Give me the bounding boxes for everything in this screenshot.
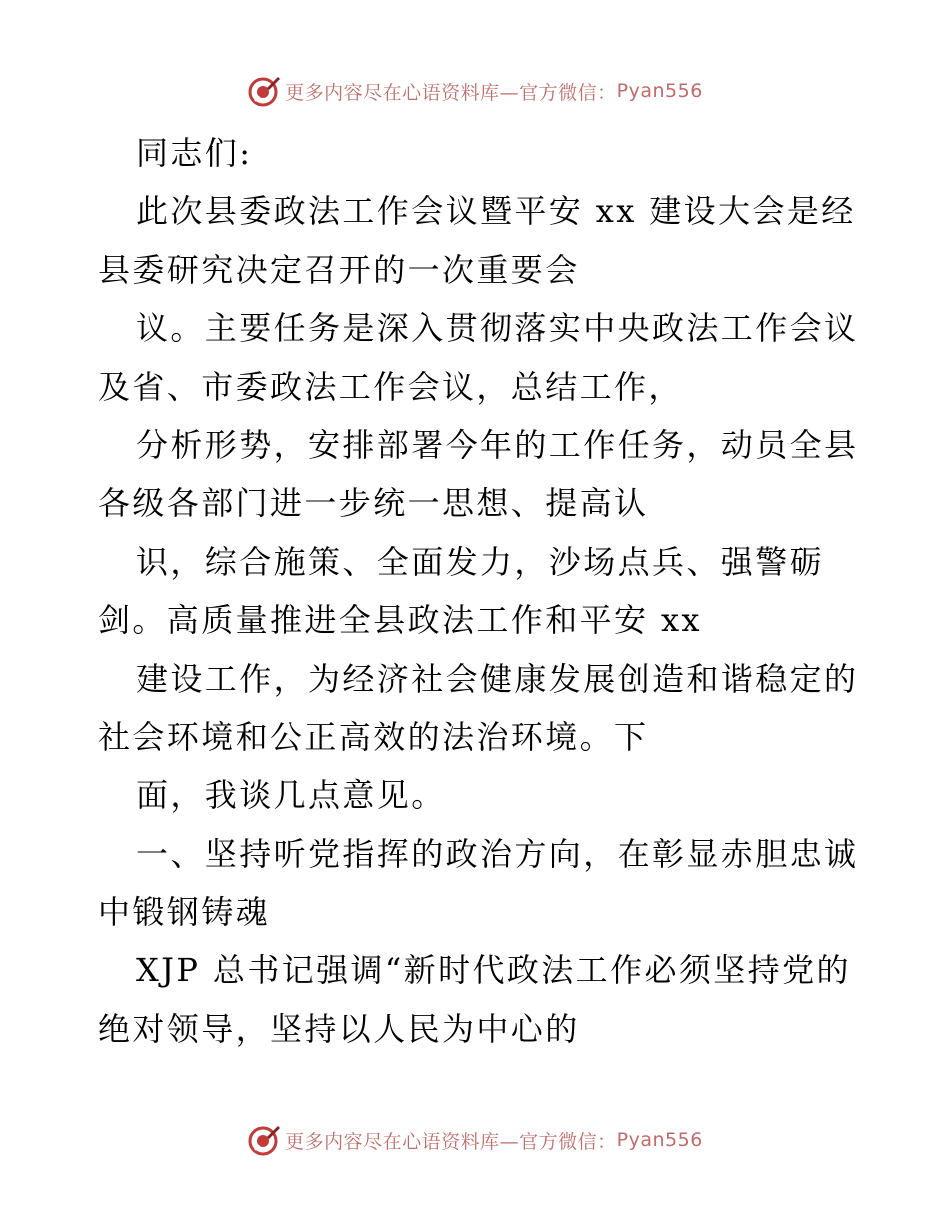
paragraph-line: 建设工作，为经济社会健康发展创造和谐稳定的 [136,659,859,698]
watermark-wechat-id: Pyan556 [616,1129,703,1151]
pen-logo-icon [247,1123,281,1157]
paragraph-line: 识，综合施策、全面发力，沙场点兵、强警砺 [136,542,825,581]
paragraph-line: 及省、市委政法工作会议，总结工作， [98,367,683,406]
footer-watermark [0,1120,950,1160]
document-body [98,124,858,1058]
watermark-text: 更多内容尽在心语资料库—官方微信： [285,81,617,104]
watermark-text: 更多内容尽在心语资料库—官方微信： [285,1130,617,1153]
paragraph-line: 社会环境和公正高效的法治环境。下 [98,717,649,756]
paragraph-line: 议。主要任务是深入贯彻落实中央政法工作会议 [136,309,859,348]
salutation: 同志们: [136,134,253,172]
header-watermark [0,71,950,111]
watermark-wechat-id: Pyan556 [616,80,703,102]
paragraph-line: 此次县委政法工作会议暨平安 xx 建设大会是经 [136,192,856,231]
paragraph-line: 县委研究决定召开的一次重要会 [98,250,580,289]
paragraph-line: 绝对领导，坚持以人民为中心的 [98,1009,580,1048]
pen-logo-icon [247,74,281,108]
paragraph-line: 分析形势，安排部署今年的工作任务，动员全县 [136,425,859,464]
paragraph-line: 面，我谈几点意见。 [136,776,446,815]
section-heading: 中锻钢铸魂 [98,893,271,932]
paragraph-line: 各级各部门进一步统一思想、提高认 [98,484,649,523]
section-heading: 一、坚持听党指挥的政治方向，在彰显赤胆忠诚 [136,834,859,873]
paragraph-line: XJP 总书记强调“新时代政法工作必须坚持党的 [136,951,851,990]
paragraph-line: 剑。高质量推进全县政法工作和平安 xx [98,601,702,640]
